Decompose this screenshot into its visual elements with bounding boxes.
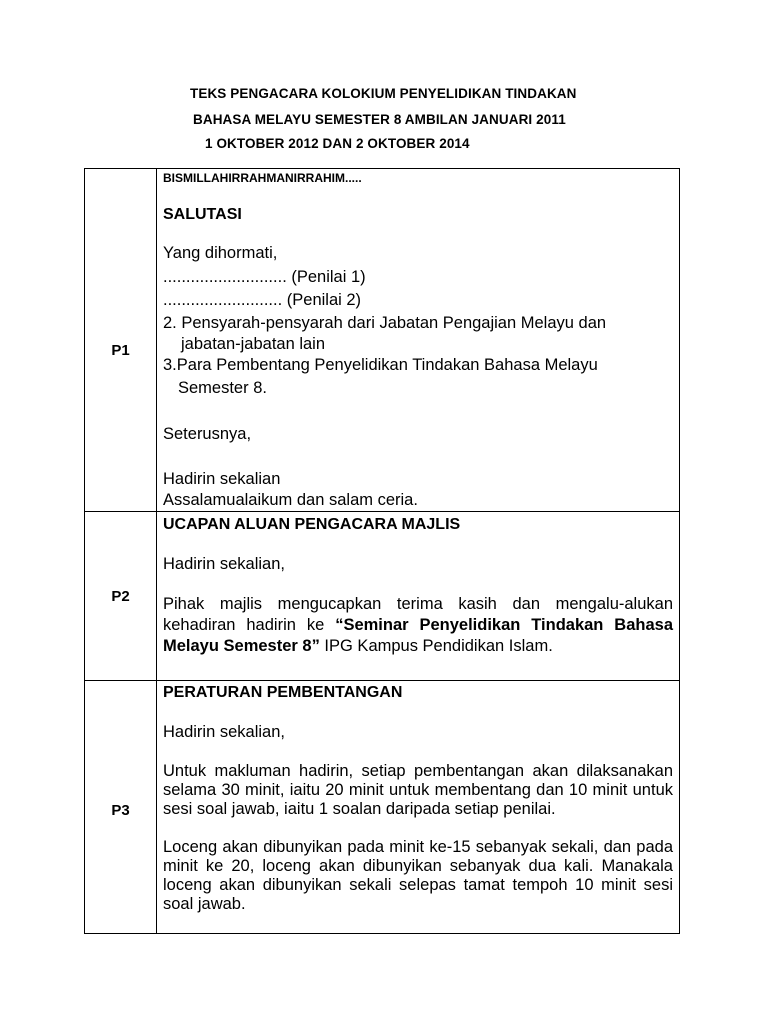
greeting-text: Yang dihormati, bbox=[163, 244, 278, 262]
title-line-3: 1 OKTOBER 2012 DAN 2 OKTOBER 2014 bbox=[205, 136, 470, 151]
section-heading: PERATURAN PEMBENTANGAN bbox=[163, 684, 403, 701]
row-divider bbox=[85, 511, 679, 512]
row-label-p1: P1 bbox=[111, 342, 130, 359]
rules-paragraph-2: Loceng akan dibunyikan pada minit ke-15 sebanyak sekali, dan pada minit ke 20, loceng akan dibunyikan sebanyak dua kali. Manakala loceng akan dibunyikan sekali selepas tamat tempoh 10 minit sesi soal jawab. bbox=[163, 838, 673, 913]
welcome-text-c: IPG Kampus Pendidikan Islam. bbox=[319, 637, 553, 655]
hadirin-text: Hadirin sekalian, bbox=[163, 723, 285, 741]
section-heading: SALUTASI bbox=[163, 206, 242, 223]
script-table bbox=[84, 168, 680, 934]
welcome-text-b: kehadiran hadirin ke bbox=[163, 616, 336, 634]
row-divider bbox=[85, 680, 679, 681]
row-content-p2 bbox=[163, 515, 673, 657]
hadirin-text: Hadirin sekalian, bbox=[163, 555, 285, 573]
welcome-paragraph bbox=[163, 594, 673, 657]
title-line-1: TEKS PENGACARA KOLOKIUM PENYELIDIKAN TINDAKAN bbox=[190, 86, 577, 101]
row-label-p2: P2 bbox=[111, 588, 130, 605]
row-content-p1 bbox=[163, 171, 673, 511]
item-2-line-1: 2. Pensyarah-pensyarah dari Jabatan Pengajian Melayu dan bbox=[163, 314, 607, 332]
column-divider bbox=[156, 169, 157, 933]
bismillah-text: BISMILLAHIRRAHMANIRRAHIM..... bbox=[163, 171, 362, 185]
seterusnya-text: Seterusnya, bbox=[163, 425, 252, 443]
row-content-p3 bbox=[163, 683, 673, 914]
seminar-name: “Seminar Penyelidikan Tindakan Bahasa Melayu Semester 8” bbox=[163, 616, 674, 655]
penilai-1-text: ........................... (Penilai 1) bbox=[163, 268, 366, 286]
title-line-2: BAHASA MELAYU SEMESTER 8 AMBILAN JANUARI 2011 bbox=[193, 112, 566, 127]
item-3-line-1: 3.Para Pembentang Penyelidikan Tindakan Bahasa Melayu bbox=[163, 356, 598, 374]
salam-text: Assalamualaikum dan salam ceria. bbox=[163, 491, 418, 509]
section-heading: UCAPAN ALUAN PENGACARA MAJLIS bbox=[163, 516, 461, 533]
item-2-line-2: jabatan-jabatan lain bbox=[181, 335, 326, 353]
welcome-text-a: Pihak majlis mengucapkan terima kasih dan mengalu-alukan bbox=[163, 595, 673, 613]
rules-paragraph-1: Untuk makluman hadirin, setiap pembentangan akan dilaksanakan selama 30 minit, iaitu 20 minit untuk membentang dan 10 minit untuk sesi soal jawab, iaitu 1 soalan daripada setiap penilai. bbox=[163, 762, 673, 818]
hadirin-text: Hadirin sekalian bbox=[163, 470, 281, 488]
penilai-2-text: .......................... (Penilai 2) bbox=[163, 291, 362, 309]
row-label-p3: P3 bbox=[111, 802, 130, 819]
item-3-line-2: Semester 8. bbox=[178, 379, 267, 397]
